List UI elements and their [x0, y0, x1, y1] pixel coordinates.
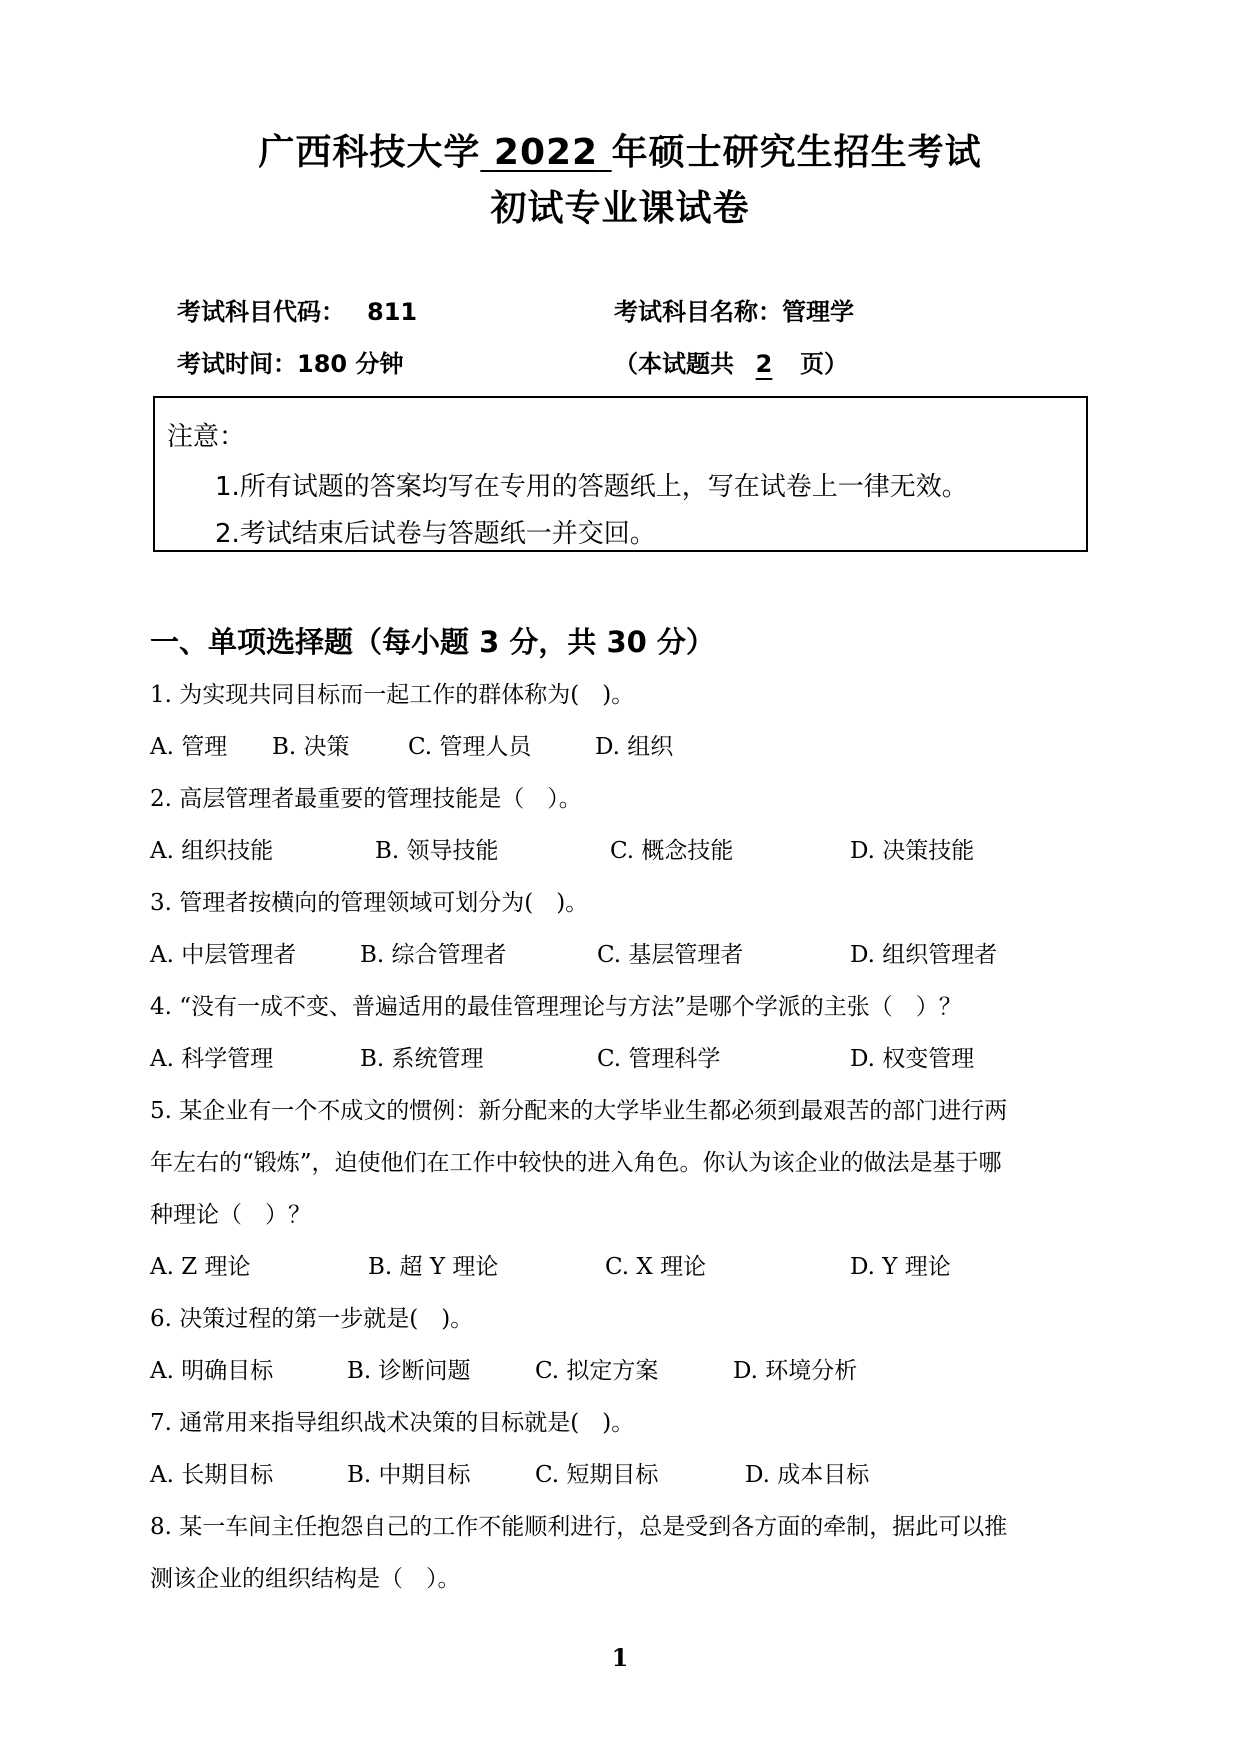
question-stem: 4. “没有一成不变、普遍适用的最佳管理理论与方法”是哪个学派的主张（ ）？ — [150, 994, 962, 1020]
option-d: D. 决策技能 — [850, 838, 975, 864]
page-count: （本试题共 2 页） — [614, 350, 848, 378]
notice-item: 2.考试结束后试卷与答题纸一并交回。 — [215, 519, 656, 549]
title-year: 2022 — [493, 132, 599, 173]
subject-code: 考试科目代码： 811 — [177, 298, 418, 326]
option-b: B. 决策 — [272, 734, 350, 760]
option-b: B. 中期目标 — [347, 1462, 471, 1488]
question-stem: 年左右的“锻炼”，迫使他们在工作中较快的进入角色。你认为该企业的做法是基于哪 — [150, 1150, 1002, 1176]
question-stem: 1. 为实现共同目标而一起工作的群体称为( )。 — [150, 682, 635, 708]
exam-subtitle: 初试专业课试卷 — [490, 188, 750, 229]
option-c: C. 短期目标 — [535, 1462, 659, 1488]
option-d: D. 权变管理 — [850, 1046, 975, 1072]
option-c: C. 基层管理者 — [597, 942, 744, 968]
option-c: C. 概念技能 — [610, 838, 734, 864]
option-c: C. 管理人员 — [408, 734, 532, 760]
question-stem: 7. 通常用来指导组织战术决策的目标就是( )。 — [150, 1410, 635, 1436]
option-a: A. 管理 — [150, 734, 228, 760]
question-stem: 8. 某一车间主任抱怨自己的工作不能顺利进行，总是受到各方面的牵制，据此可以推 — [150, 1514, 1008, 1540]
title-exam-name: 年硕士研究生招生考试 — [611, 132, 982, 173]
option-c: C. 拟定方案 — [535, 1358, 659, 1384]
option-a: A. 明确目标 — [150, 1358, 274, 1384]
exam-title — [0, 124, 1240, 175]
page-number: 1 — [611, 1643, 629, 1672]
subject-name: 考试科目名称：管理学 — [614, 298, 854, 326]
question-stem: 6. 决策过程的第一步就是( )。 — [150, 1306, 474, 1332]
question-stem: 3. 管理者按横向的管理领域可划分为( )。 — [150, 890, 589, 916]
option-a: A. 长期目标 — [150, 1462, 274, 1488]
question-stem: 5. 某企业有一个不成文的惯例：新分配来的大学毕业生都必须到最艰苦的部门进行两 — [150, 1098, 1008, 1124]
notice-title: 注意： — [167, 422, 246, 452]
option-b: B. 诊断问题 — [347, 1358, 471, 1384]
option-b: B. 综合管理者 — [360, 942, 507, 968]
option-a: A. 科学管理 — [150, 1046, 274, 1072]
option-d: D. Y 理论 — [850, 1254, 951, 1280]
exam-duration: 考试时间：180 分钟 — [177, 350, 404, 378]
option-a: A. 中层管理者 — [150, 942, 297, 968]
section-heading: 一、单项选择题（每小题 3 分，共 30 分） — [150, 625, 715, 659]
option-d: D. 组织 — [595, 734, 674, 760]
question-stem: 种理论（ ）？ — [150, 1202, 311, 1228]
notice-item: 1.所有试题的答案均写在专用的答题纸上，写在试卷上一律无效。 — [215, 472, 968, 502]
option-a: A. 组织技能 — [150, 838, 274, 864]
option-d: D. 环境分析 — [733, 1358, 858, 1384]
title-university: 广西科技大学 — [258, 132, 481, 173]
option-c: C. X 理论 — [605, 1254, 707, 1280]
question-stem: 测该企业的组织结构是（ ）。 — [150, 1566, 461, 1592]
notice-box — [153, 396, 1088, 552]
option-b: B. 领导技能 — [375, 838, 499, 864]
option-d: D. 成本目标 — [745, 1462, 870, 1488]
option-b: B. 超 Y 理论 — [368, 1254, 499, 1280]
option-d: D. 组织管理者 — [850, 942, 998, 968]
question-stem: 2. 高层管理者最重要的管理技能是（ ）。 — [150, 786, 582, 812]
option-b: B. 系统管理 — [360, 1046, 484, 1072]
option-c: C. 管理科学 — [597, 1046, 721, 1072]
option-a: A. Z 理论 — [150, 1254, 251, 1280]
